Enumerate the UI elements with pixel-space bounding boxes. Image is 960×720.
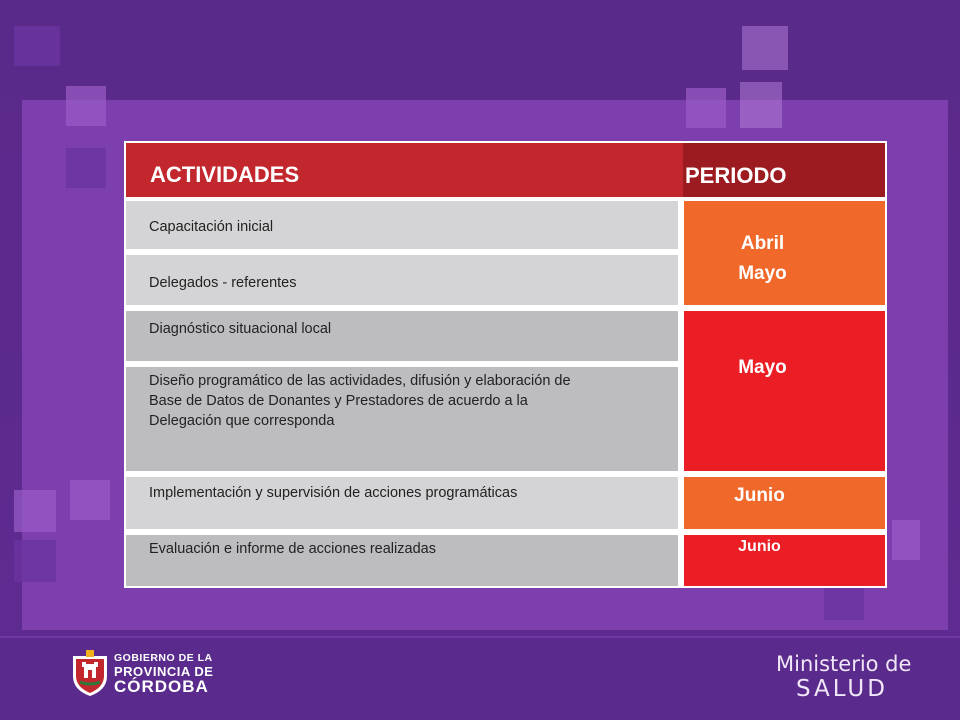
activity-text: Capacitación inicial	[149, 219, 274, 235]
table-row	[126, 535, 678, 586]
ministerio-logo-line2: SALUD	[796, 676, 888, 702]
cordoba-logo	[70, 650, 110, 703]
period-cell	[684, 535, 885, 586]
period-cell	[684, 477, 885, 529]
period-text: Junio	[734, 485, 785, 506]
ministerio-logo-line1: Ministerio de	[776, 652, 912, 676]
decor-square	[14, 26, 60, 66]
decor-square	[14, 540, 56, 582]
period-cell	[684, 201, 885, 305]
header-period: PERIODO	[685, 163, 787, 188]
decor-square	[66, 86, 106, 126]
cordoba-shield-icon	[70, 650, 110, 698]
activity-text: Delegados - referentes	[149, 275, 297, 291]
cordoba-logo-line2: PROVINCIA DE	[114, 664, 214, 679]
activity-text: Diagnóstico situacional local	[149, 321, 332, 337]
decor-square	[14, 490, 56, 532]
decor-square	[66, 148, 106, 188]
table-row	[126, 477, 678, 529]
table-row	[126, 367, 678, 471]
activity-text: Evaluación e informe de acciones realizadas	[149, 541, 436, 557]
period-text: Mayo	[738, 357, 787, 378]
period-text: Abril	[740, 233, 785, 254]
period-text: Junio	[738, 538, 781, 555]
cordoba-logo-line3: CÓRDOBA	[114, 677, 209, 696]
decor-square	[742, 26, 788, 70]
decor-square	[686, 88, 726, 128]
table-row	[126, 311, 678, 361]
activity-text: Diseño programático de las actividades, difusión y elaboración de Base de Datos de Donantes y Prestadores de acuerdo a la Delegación que corresponda	[149, 373, 571, 429]
decor-square	[70, 480, 110, 520]
cordoba-logo-line1: GOBIERNO DE LA	[114, 652, 213, 664]
period-text: Mayo	[738, 263, 787, 284]
table-row	[126, 255, 678, 305]
decor-square	[892, 520, 920, 560]
decor-square	[740, 82, 782, 128]
table-row	[126, 201, 678, 249]
header-activities: ACTIVIDADES	[126, 143, 801, 197]
activities-table	[124, 141, 887, 588]
activity-text: Implementación y supervisión de acciones programáticas	[149, 485, 518, 501]
header-period-cell	[683, 143, 885, 197]
period-cell	[684, 311, 885, 471]
